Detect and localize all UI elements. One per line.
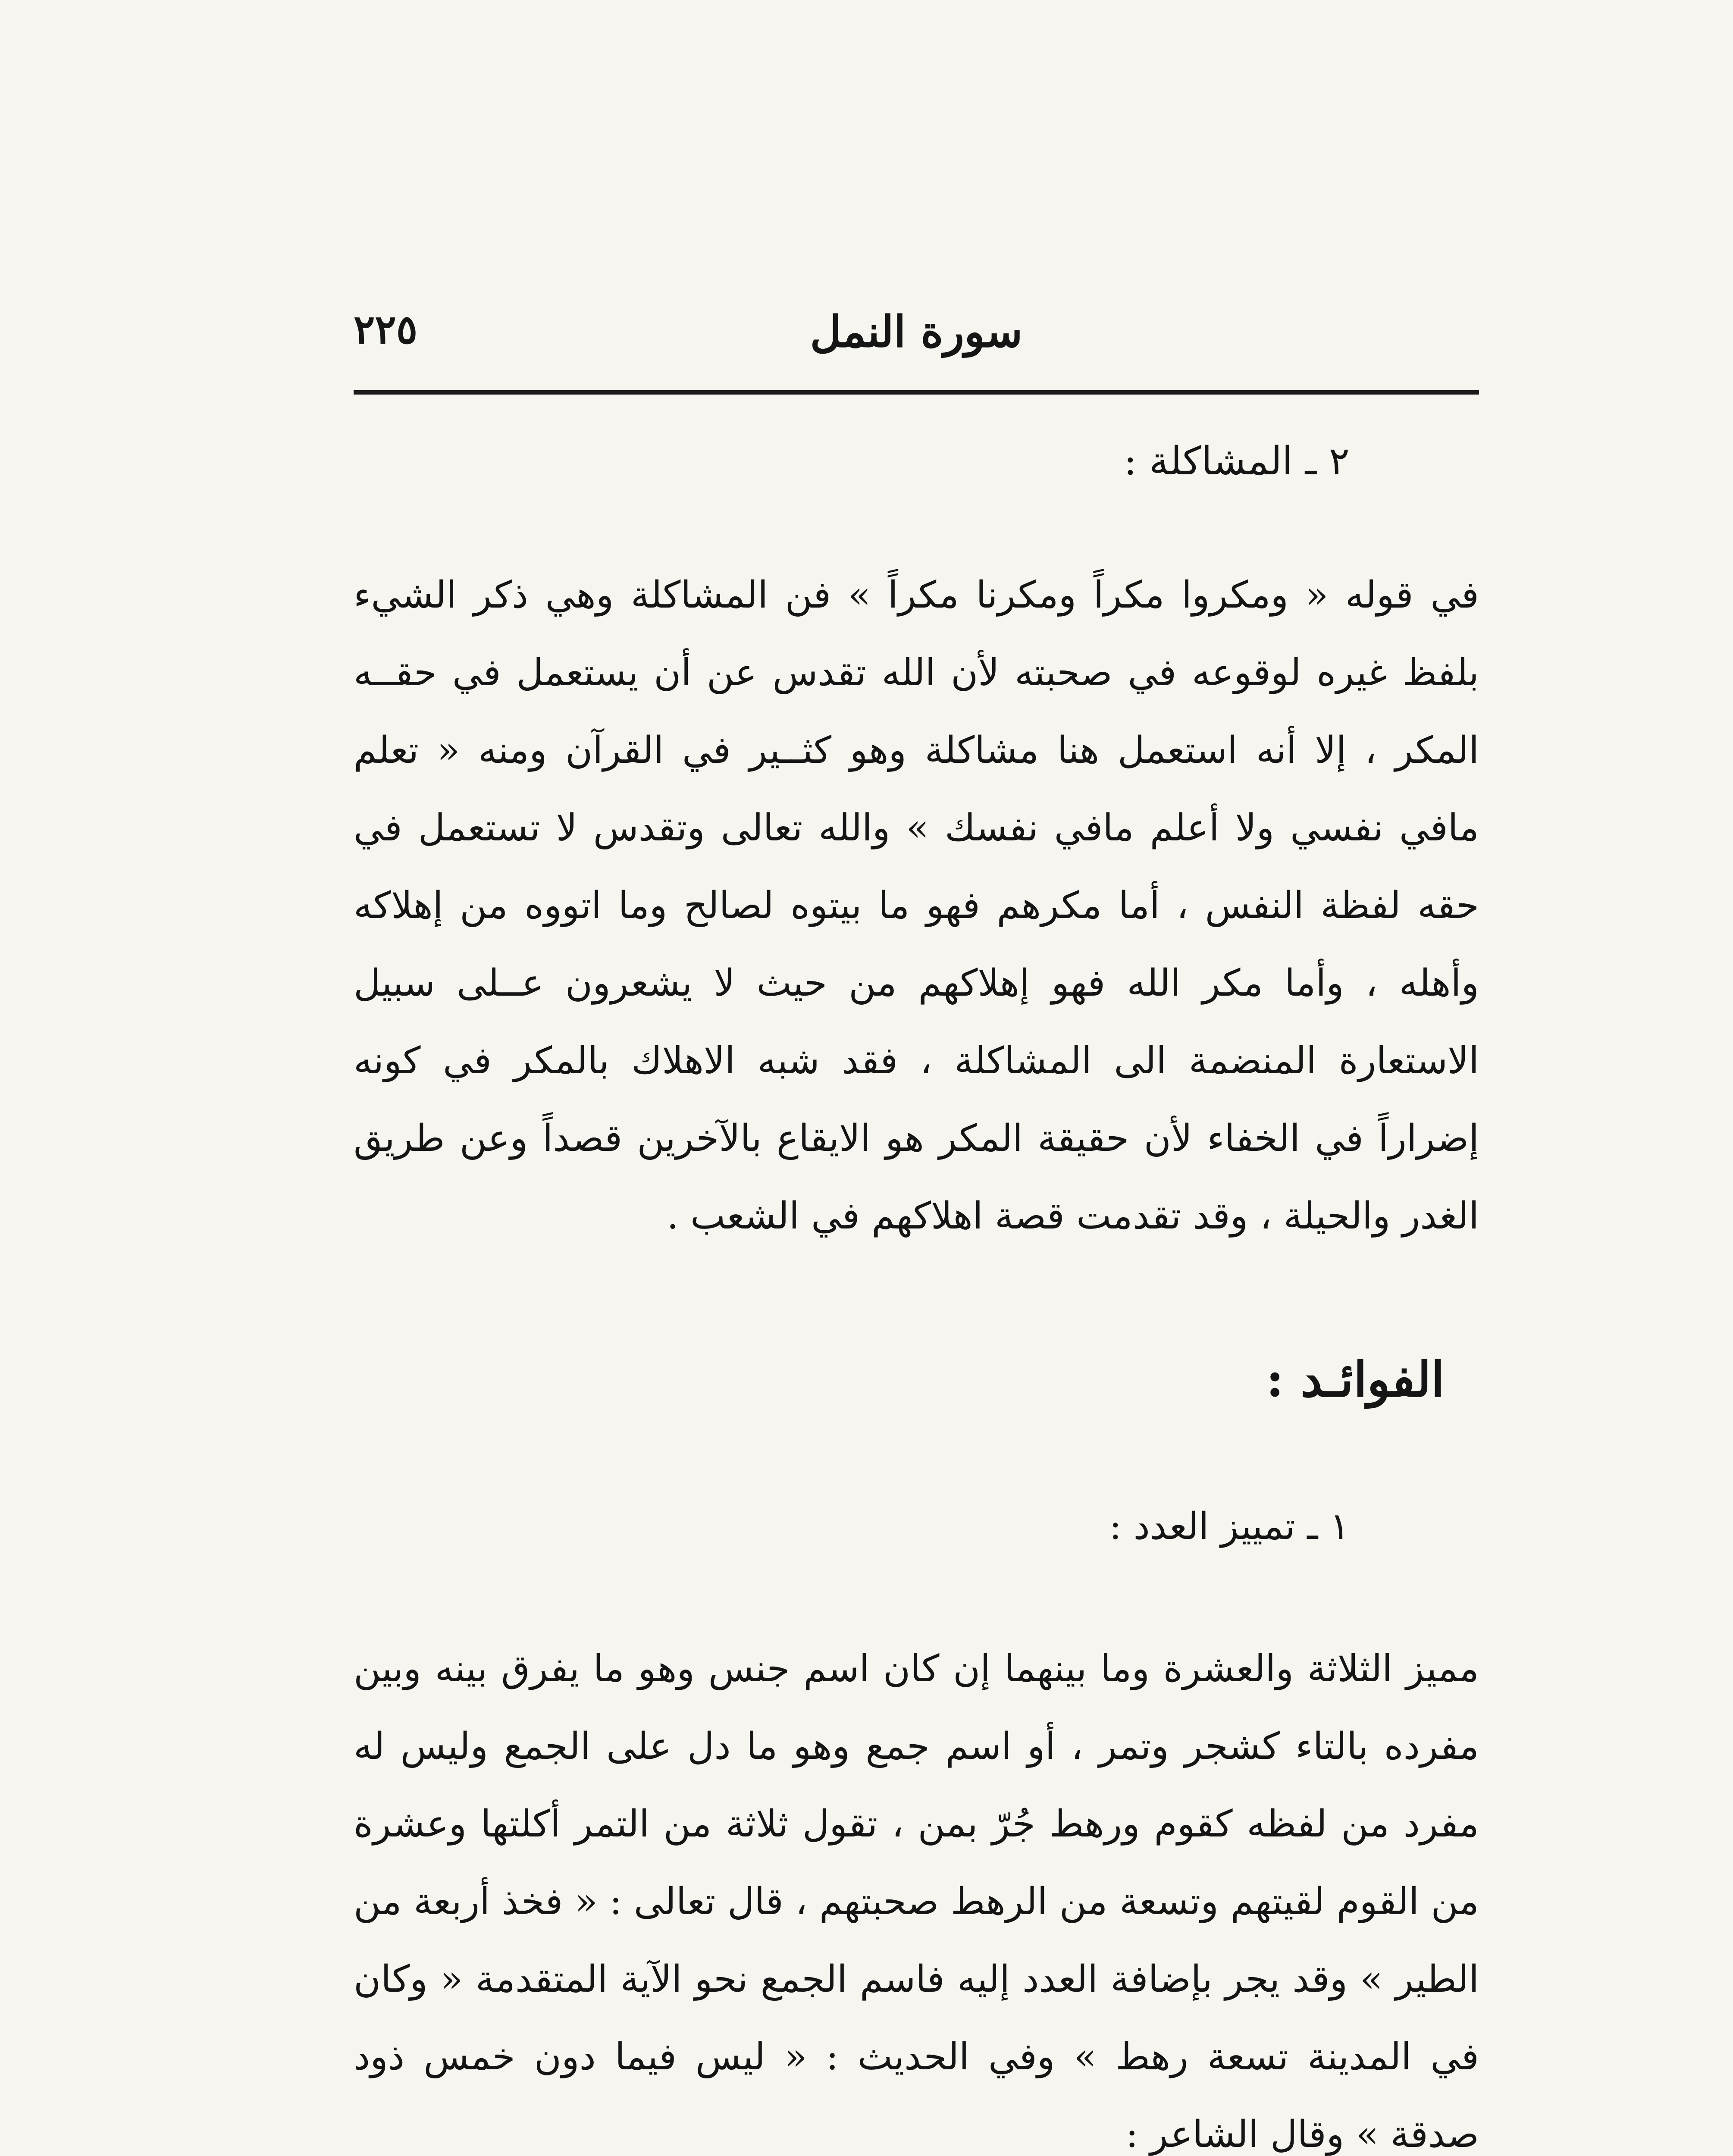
benefits-heading: الفوائـد : xyxy=(1266,1351,1445,1408)
page-header xyxy=(354,298,1479,379)
header-rule xyxy=(354,390,1479,395)
page-body xyxy=(354,431,1479,2156)
section-title-mushakala: ٢ ـ المشاكلة : xyxy=(1124,439,1350,484)
paragraph-mushakala: في قوله « ومكروا مكراً ومكرنا مكراً » فن المشاكلة وهي ذكر الشيء بلفظ غيره لوقوعه في صحبته لأن الله تقدس عن أن يستعمل في حقــه المكر ، إلا أنه استعمل هنا مشاكلة وهو كثــير في القرآن ومنه « تعلم مافي نفسي ولا أعلم مافي نفسك » والله تعالى وتقدس لا تستعمل في حقه لفظة النفس ، أما مكرهم فهو ما بيتوه لصالح وما اتووه من إهلاكه وأهله ، وأما مكر الله فهو إهلاكهم من حيث لا يشعرون عــلى سبيل الاستعارة المنضمة الى المشاكلة ، فقد شبه الاهلاك بالمكر في كونه إضراراً في الخفاء لأن حقيقة المكر هو الايقاع بالآخرين قصداً وعن طريق الغدر والحيلة ، وقد تقدمت قصة اهلاكهم في الشعب . xyxy=(354,573,1479,1238)
subheading-number-specification: ١ ـ تمييز العدد : xyxy=(1109,1505,1350,1548)
page-number: ٢٢٥ xyxy=(354,306,418,353)
running-title: سورة النمل xyxy=(810,306,1023,357)
paragraph-number-specification: مميز الثلاثة والعشرة وما بينهما إن كان اسم جنس وهو ما يفرق بينه وبين مفرده بالتاء كشجر وتمر ، أو اسم جمع وهو ما دل على الجمع وليس له مفرد من لفظه كقوم ورهط جُرّ بمن ، تقول ثلاثة من التمر أكلتها وعشرة من القوم لقيتهم وتسعة من الرهط صحبتهم ، قال تعالى : « فخذ أربعة من الطير » وقد يجر بإضافة العدد إليه فاسم الجمع نحو الآية المتقدمة « وكان في المدينة تسعة رهط » وفي الحديث : « ليس فيما دون خمس ذود صدقة » وقال الشاعر : xyxy=(354,1647,1479,2156)
